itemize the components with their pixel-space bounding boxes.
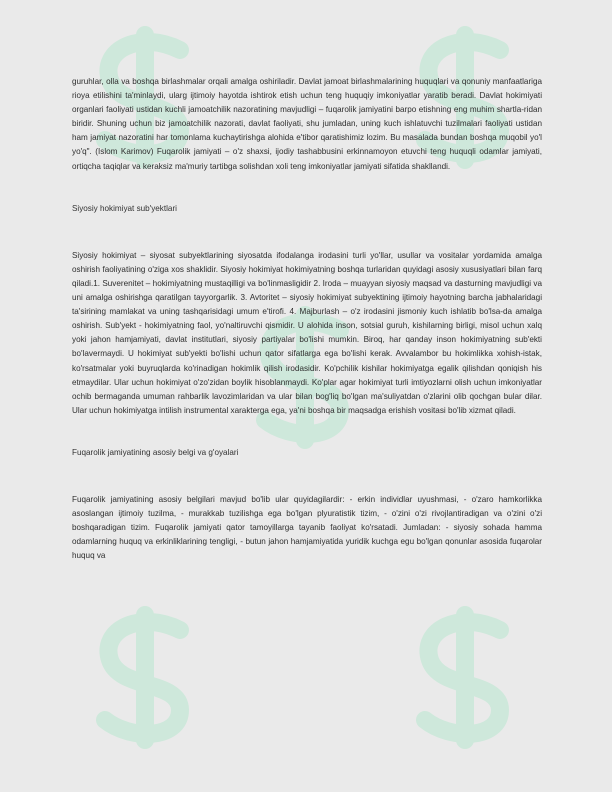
civil-society-paragraph: Fuqarolik jamiyatining asosiy belgilari mavjud bo'lib ular quyidagilardir: - erkin individlar uyushmasi, - o'zaro hamkorlikka asoslangan ijtimoiy tuzilma, - murakkab tuzilishga ega bo'lgan plyuratistik tizim, - o'zini o'zi rivojlantiradigan va o'zini o'zi boshqaradigan tizim. Fuqarolik jamiyati qator tamoyillarga tayanib faoliyat ko'rsatadi. Jumladan: - siyosiy sohada hamma odamlarning huquq va erkinliklarining tengligi, - butun jahon hamjamiyatida yuridik kuchga egu bo'lgan qonunlar asosida fuqarolar huquq va [72, 494, 542, 561]
stylized-s-logo-icon [390, 600, 540, 750]
spacer [72, 216, 542, 249]
spacer [72, 418, 542, 446]
document-body [72, 75, 542, 563]
section-heading-political-power-subjects: Siyosiy hokimiyat sub'yektlari [72, 203, 177, 213]
intro-paragraph: guruhlar, olla va boshqa birlashmalar orqali amalga oshiriladir. Davlat jamoat birlashmalarining huquqlari va qonuniy manfaatlariga rioya etilishini ta'minlaydi, ularg ijtimoiy hayotda ishtirok etish uchun teng huquqiy imkoniyatlar yaratib beradi. Davlat hokimiyati organlari faoliyati ustidan kuchli jamoatchilik nazoratining mavjudligi – fuqarolik jamiyatini barpo etishning eng muhim shartla-ridan biridir. Shuning uchun biz jamoatchilik nazorati, davlat faoliyati, shu jumladan, uning kuch ishlatuvchi tuzilmalari faoliyati ustidan ham jamiyat nazoratini har tomonlama kuchaytirishga alohida e'tibor qaratishimiz lozim. Bu masalada bundan boshqa muqobil yo'l yo'q". (Islom Karimov) Fuqarolik jamiyati – o'z shaxsi, ijodiy tashabbusini erkinnamoyon etuvchi teng huquqli odamlar jamiyati, ortiqcha taqiqlar va keraksiz ma'muriy tartibga solishdan xoli teng imkoniyatlar jamiyati sifatida shakllandi. [72, 77, 542, 171]
spacer [72, 460, 542, 493]
stylized-s-logo-icon [70, 600, 220, 750]
section-heading-civil-society: Fuqarolik jamiyatining asosiy belgi va g'oyalari [72, 447, 239, 457]
spacer [72, 174, 542, 202]
political-power-paragraph: Siyosiy hokimiyat – siyosat subyektlarining siyosatda ifodalanga irodasini turli yo'llar, usullar va vositalar yordamida amalga oshirish faoliyatining o'ziga xos shaklidir. Siyosiy hokimiyat hokimiyatning boshqa turlaridan quyidagi asosiy xususiyatlari bilan farq qiladi.1. Suverenitet – hokimiyatning mustaqilligi va bo'linmasligidir 2. Iroda – muayyan siyosiy maqsad va dasturning mavjudligi va uni amalga oshirishga qaratilgan tayyorgarlik. 3. Avtoritet – siyosiy hokimiyat subyektining ijtimoiy hayotning barcha jabhalaridagi ta'sirining mamlakat va uning tashqarisidagi umum e'tirofi. 4. Majburlash – o'z irodasini jismoniy kuch ishlatib bo'lsa-da amalga oshirish. Sub'yekt - hokimiyatning faol, yo'naltiruvchi qismidir. U alohida inson, sotsial guruh, kishilarning birligi, misol uchun xalq yoki jahon hamjamiyati, davlat institutlari, siyosiy partiyalar bo'lishi mumkin. Biroq, har qanday inson hokimiyatning sub'ekti bo'lavermaydi. U hokimiyat sub'yekti bo'lishi uchun qator sifatlarga ega bo'lishi kerak. Avvalambor bu hokimlikka xohish-istak, ko'rsatmalar yoki buyruqlarda ko'rinadigan hokimlik qilish irodasidir. Ko'pchilik kishilar hokimiyatga egalik qilishdan qoniqish his etmaydilar. Ular uchun hokimiyat o'zo'zidan boylik hisoblanmaydi. Ko'plar agar hokimiyat turli imtiyozlarni olish uchun imkoniyatlar ochib bermaganda umuman rahbarlik lavozimlaridan va ular bilan bog'liq bo'lgan ma'suliyatdan o'zlarini olib qochgan bular dilar. Ular uchun hokimiyatga intilish instrumental xarakterga ega, ya'ni boshqa bir maqsadga erishish vositasi bo'lib xizmat qiladi. [72, 250, 542, 415]
